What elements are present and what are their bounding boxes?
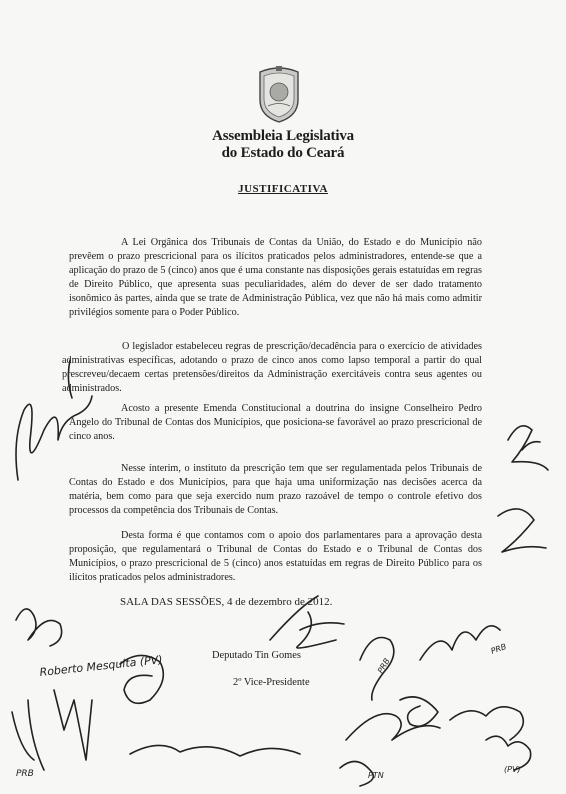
handwritten-note-1: Roberto Mesquita (PV) [38, 653, 164, 679]
signature-loop-right [400, 697, 438, 726]
signatory-name: Deputado Tin Gomes [212, 650, 301, 661]
handwritten-note-3: PRB [375, 656, 392, 675]
handwritten-note-5: (PV) [504, 765, 521, 774]
organization-name: Assembleia Legislativa [212, 128, 354, 144]
paragraph-5: Desta forma é que contamos com o apoio dos parlamentares para a aprovação desta proposição, que regulamentará o Tribunal de Contas do Estado e o Tribunal de Contas dos Municípios, o prazo prescricional de 5 (cinco) anos estatuídas em regras de Direito Público para os ilícitos praticados pelos administradores. [69, 530, 482, 583]
handwritten-note-2: PRB [16, 769, 34, 779]
paragraph-4: Nesse ínterim, o instituto da prescrição tem que ser regulamentada pelos Tribunais de Contas do Estado e dos Municípios, para que haja uma uniformização nas decisões acerca da matéria, bem como para que seja exercido num prazo razoável de tempo o controle efetivo dos processos da competência dos Tribunais de Contas. [69, 463, 482, 516]
signature-curly [120, 655, 163, 703]
signature-right-upper [360, 638, 394, 701]
paragraph-3: Acosto a presente Emenda Constitucional a doutrina do insigne Conselheiro Pedro Ângelo do Tribunal de Contas dos Municípios, que posiciona-se favorável ao prazo prescricional de cinco anos. [69, 403, 482, 442]
signature-right-lower-2 [450, 707, 523, 740]
handwritten-note-6: PRB [489, 641, 508, 656]
signature-zigzag-1 [54, 690, 92, 760]
signature-right-lower [346, 714, 440, 740]
signature-top-left [16, 609, 62, 646]
handwritten-note-4: PTN [368, 771, 384, 780]
paragraph-1: A Lei Orgânica dos Tribunais de Contas da União, do Estado e do Município não prevêem o prazo prescricional para os ilícitos praticados pelos administradores, entende-se que a aplicação do prazo de 5 (cinco) anos que é uma constante nas disposições gerais estatuídas em regras de Direito Público, que apresenta suas peculiaridades, além do dever de ser dado tratamento isonômico às partes, ainda que se trate de Administração Pública, vez que não há mais como admitir privilégios somente para o Poder Público. [69, 237, 482, 318]
state-coat-of-arms-icon [254, 66, 304, 124]
signature-bottom-center [340, 761, 373, 786]
signature-right-up-2 [420, 626, 500, 660]
organization-state: do Estado do Ceará [221, 145, 345, 161]
signature-right-top [508, 426, 548, 470]
signature-bottom-right [486, 736, 531, 770]
session-date: SALA DAS SESSÕES, 4 de dezembro de 2012. [120, 596, 333, 608]
signature-zigzag-2 [12, 700, 44, 770]
signature-right-mid [498, 509, 546, 552]
document-heading: JUSTIFICATIVA [238, 183, 328, 195]
signature-bottom-long [130, 745, 300, 756]
signatory-role: 2º Vice-Presidente [233, 677, 310, 688]
paragraph-2: O legislador estabeleceu regras de prescrição/decadência para o exercício de atividades administrativas específicas, adotando o prazo de cinco anos como lapso temporal a partir do qual prescreveu/decaem certas pretensões/direitos da Administração exercitáveis contra seus agentes ou administrados. [62, 341, 482, 394]
